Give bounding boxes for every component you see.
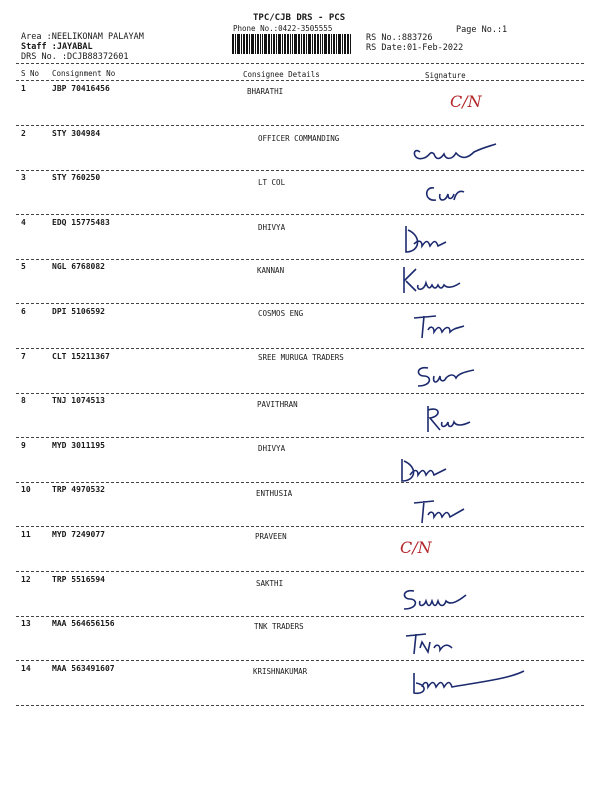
row-serial-number: 9 — [21, 440, 26, 450]
row-consignee-name: DHIVYA — [258, 443, 286, 453]
row-consignee-name: OFFICER COMMANDING — [258, 133, 340, 143]
barcode — [232, 34, 357, 54]
signature-row-3 — [420, 180, 470, 206]
row-consignment-number: MYD 7249077 — [52, 530, 105, 539]
row-serial-number: 4 — [21, 217, 26, 227]
signature-row-9 — [396, 455, 456, 485]
row-consignee-name: SREE MURUGA TRADERS — [258, 352, 344, 362]
row-divider — [16, 571, 584, 572]
row-consignment-number: TNJ 1074513 — [52, 396, 105, 406]
row-divider — [16, 393, 584, 394]
row-consignment-number: MYD 3011195 — [52, 440, 105, 450]
row-consignee-name: SAKTHI — [256, 578, 284, 588]
signature-row-8 — [420, 402, 480, 436]
row-consignment-number: NGL 6768082 — [52, 262, 105, 272]
row-consignee-name: COSMOS ENG — [258, 309, 304, 318]
row-serial-number: 7 — [21, 351, 26, 361]
row-divider — [16, 437, 584, 438]
row-signature-text: C/N — [450, 92, 482, 111]
column-header-sno: S No — [21, 69, 40, 78]
row-consignment-number: DPI 5106592 — [52, 307, 105, 316]
page-number: Page No.:1 — [456, 25, 508, 35]
row-consignee-name: TNK TRADERS — [254, 622, 304, 632]
column-header-consignee: Consignee Details — [243, 70, 320, 79]
row-serial-number: 12 — [21, 574, 31, 584]
drs-number: DRS No. :DCJB88372601 — [21, 52, 129, 62]
row-consignment-number: JBP 70416456 — [52, 84, 110, 93]
row-divider — [16, 125, 584, 126]
row-serial-number: 5 — [21, 262, 26, 272]
column-header-consignment: Consignment No — [52, 69, 116, 78]
row-consignment-number: MAA 563491607 — [52, 663, 115, 673]
row-serial-number: 1 — [21, 84, 26, 93]
staff-label: Staff :JAYABAL — [21, 42, 93, 52]
row-serial-number: 6 — [21, 307, 26, 316]
signature-row-14 — [408, 665, 528, 697]
signature-row-7 — [410, 362, 480, 390]
row-consignment-number: MAA 564656156 — [52, 619, 115, 629]
row-divider — [16, 616, 584, 617]
row-serial-number: 10 — [21, 485, 31, 495]
row-consignee-name: LT COL — [258, 178, 286, 188]
row-divider — [16, 482, 584, 483]
row-serial-number: 8 — [21, 396, 26, 406]
row-divider — [16, 170, 584, 171]
row-signature-text: C/N — [400, 538, 432, 557]
signature-row-2 — [410, 138, 500, 168]
row-divider — [16, 303, 584, 304]
rs-number: RS No.:883726 — [366, 33, 433, 43]
signature-row-12 — [398, 585, 473, 615]
rs-date: RS Date:01-Feb-2022 — [366, 43, 464, 53]
row-consignee-name: BHARATHI — [247, 87, 284, 96]
row-consignment-number: EDQ 15775483 — [52, 217, 110, 227]
row-consignee-name: PAVITHRAN — [257, 400, 298, 410]
row-divider — [16, 259, 584, 260]
row-consignment-number: TRP 5516594 — [52, 574, 105, 584]
row-serial-number: 3 — [21, 173, 26, 183]
signature-row-4 — [400, 222, 460, 256]
row-serial-number: 2 — [21, 128, 26, 138]
row-serial-number: 13 — [21, 619, 31, 629]
column-header-divider — [16, 80, 584, 81]
signature-row-6 — [410, 310, 470, 342]
signature-row-13 — [402, 630, 462, 658]
row-consignment-number: STY 760250 — [52, 173, 101, 183]
row-consignment-number: STY 304984 — [52, 128, 101, 138]
header-divider — [16, 63, 584, 64]
phone-number: Phone No.:0422-3505555 — [233, 24, 333, 33]
report-title: TPC/CJB DRS - PCS — [253, 13, 346, 23]
row-consignee-name: DHIVYA — [258, 222, 286, 232]
row-divider — [16, 705, 584, 706]
column-header-signature: Signature — [425, 71, 466, 80]
row-serial-number: 14 — [21, 663, 31, 673]
signature-row-5 — [398, 263, 468, 297]
row-divider — [16, 348, 584, 349]
row-consignee-name: PRAVEEN — [255, 532, 287, 541]
row-divider — [16, 526, 584, 527]
row-consignee-name: ENTHUSIA — [256, 489, 293, 499]
row-divider — [16, 214, 584, 215]
row-consignment-number: CLT 15211367 — [52, 351, 110, 361]
row-consignee-name: KRISHNAKUMAR — [253, 666, 308, 676]
row-divider — [16, 660, 584, 661]
row-consignee-name: KANNAN — [257, 266, 285, 276]
row-consignment-number: TRP 4970532 — [52, 485, 105, 495]
row-serial-number: 11 — [21, 530, 31, 539]
area-label: Area :NEELIKONAM PALAYAM — [21, 32, 144, 42]
signature-row-10 — [410, 497, 470, 527]
